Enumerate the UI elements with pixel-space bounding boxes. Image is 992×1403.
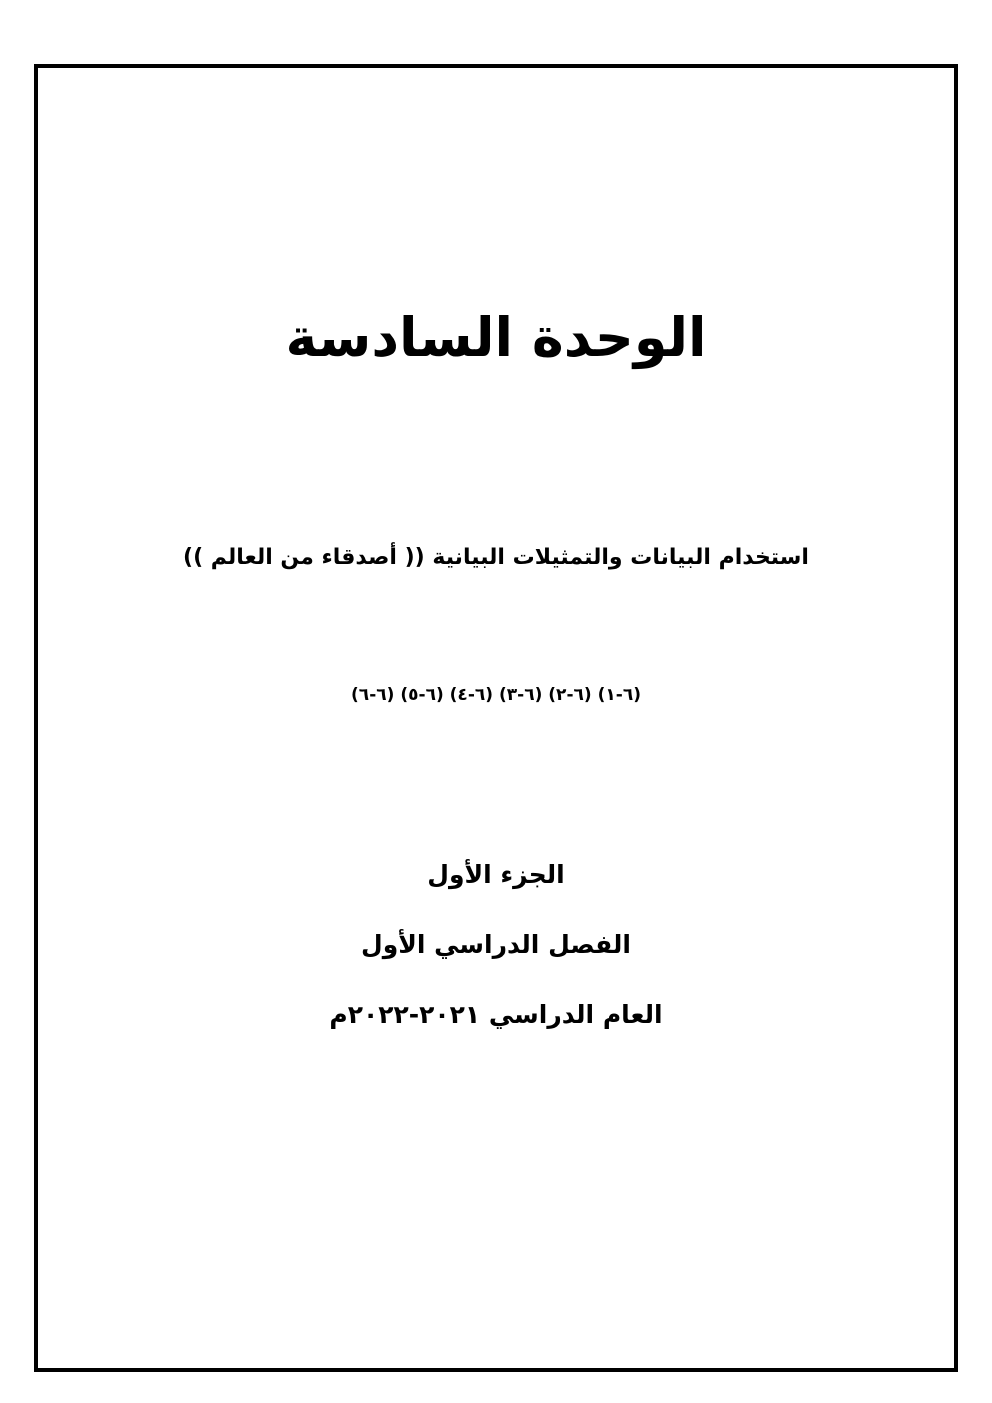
page-border — [34, 64, 958, 1372]
semester-label: الفصل الدراسي الأول — [361, 930, 631, 959]
unit-title: الوحدة السادسة — [285, 306, 707, 369]
unit-subtitle: استخدام البيانات والتمثيلات البيانية (( أصدقاء من العالم )) — [183, 545, 809, 570]
academic-year: العام الدراسي ٢٠٢١-٢٠٢٢م — [329, 1000, 663, 1029]
part-label: الجزء الأول — [427, 860, 565, 889]
lesson-numbers: (٦-١) (٦-٢) (٦-٣) (٦-٤) (٦-٥) (٦-٦) — [351, 685, 641, 705]
